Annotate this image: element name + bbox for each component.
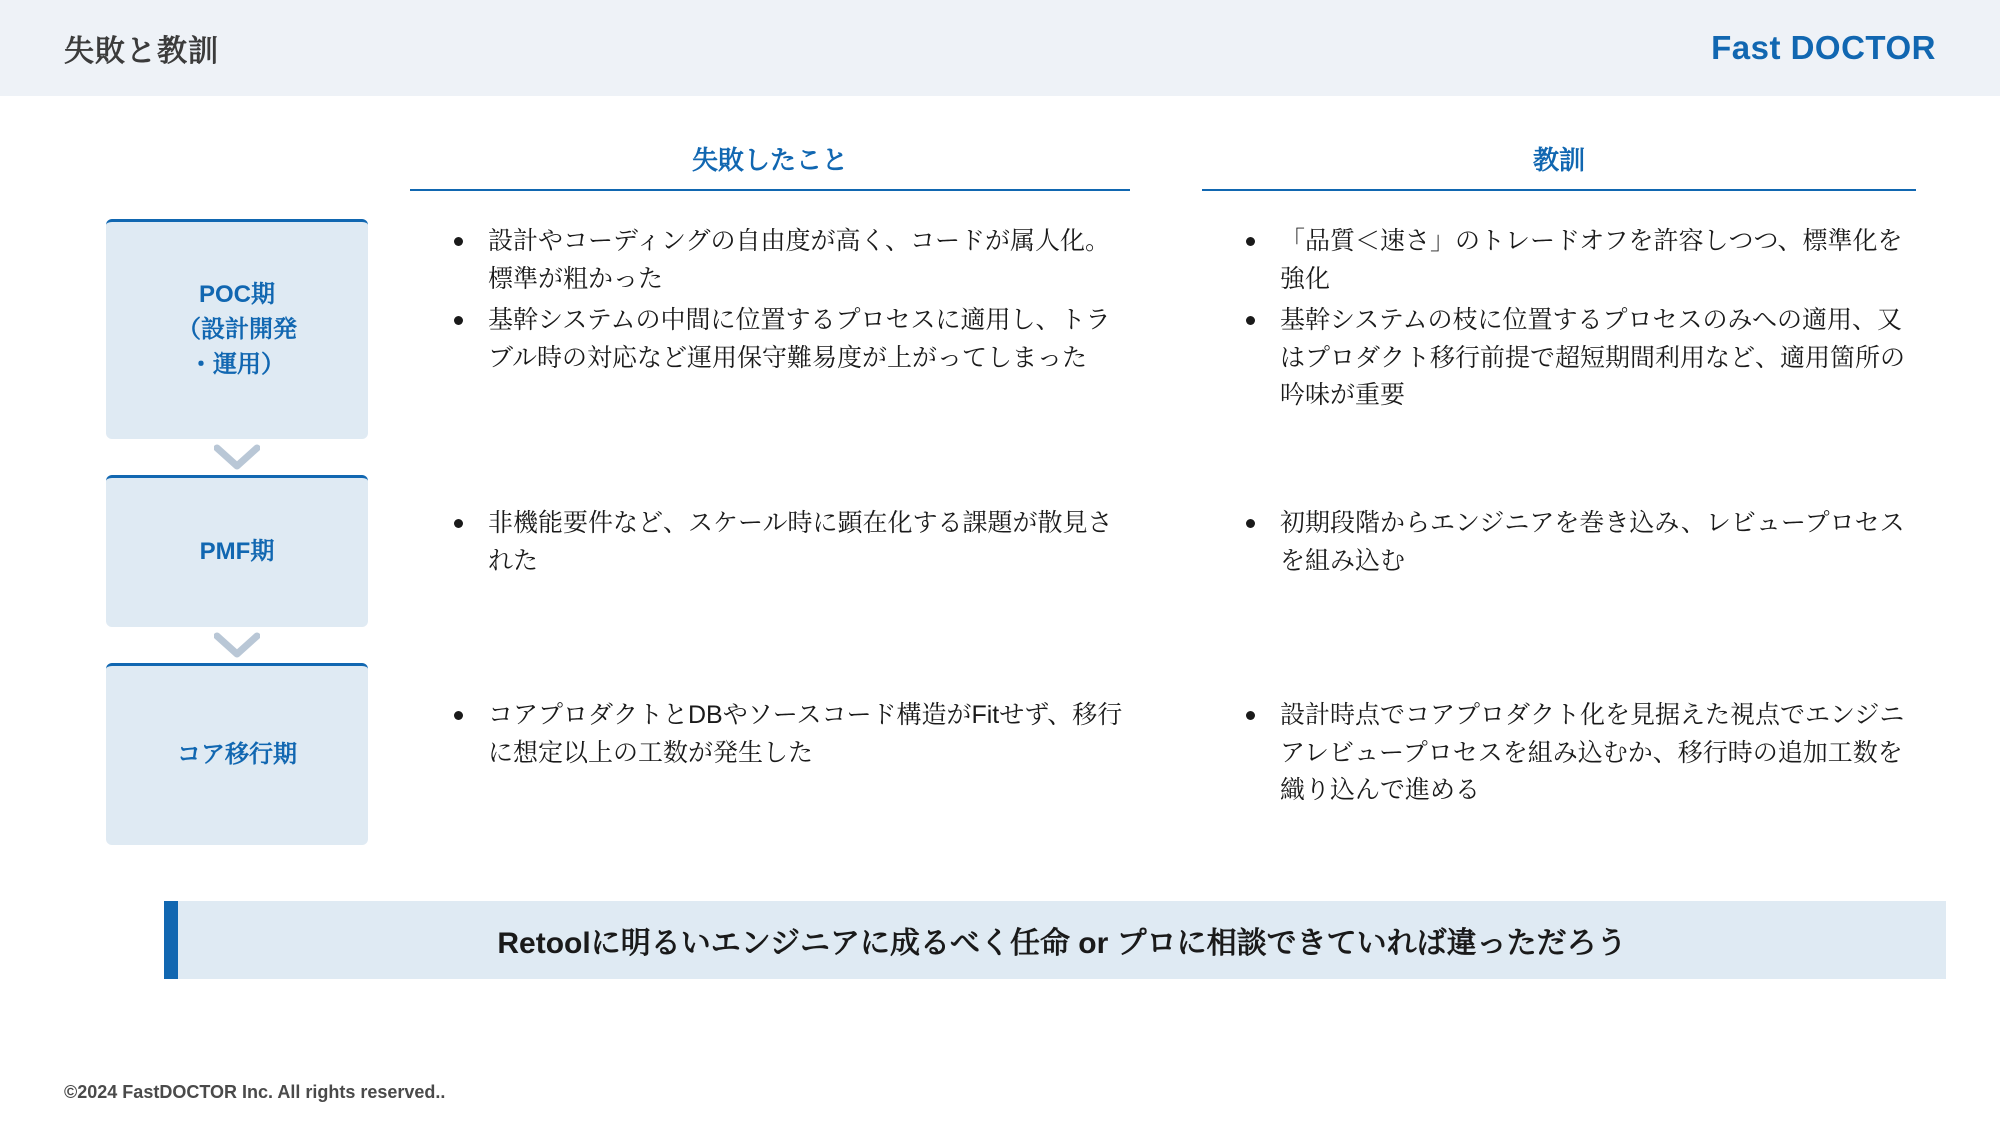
slide-content [0, 140, 2000, 979]
column-headers [410, 140, 1936, 191]
list-item: 基幹システムの中間に位置するプロセスに適用し、トラブル時の対応など運用保守難易度が上がってしまった [410, 302, 1130, 377]
slide-header [0, 0, 2000, 96]
lesson-group-core [1202, 673, 1916, 810]
phase-box-core-migration [106, 663, 368, 845]
brand-logo: Fast DOCTOR [1711, 29, 1936, 66]
failure-group-poc [410, 219, 1130, 475]
phase-column [64, 219, 410, 845]
list-item: 設計やコーディングの自由度が高く、コードが属人化。標準が粗かった [410, 223, 1130, 298]
phase-box-poc [106, 219, 368, 439]
lesson-column [1202, 219, 1916, 845]
phase-label-line: PMF期 [199, 538, 275, 566]
column-header-lesson: 教訓 [1202, 140, 1916, 191]
phase-label-line: コア移行期 [177, 741, 297, 769]
callout-text: Retoolに明るいエンジニアに成るべく任命 or プロに相談できていれば違っただろう [497, 927, 1627, 960]
list-item: 初期段階からエンジニアを巻き込み、レビュープロセスを組み込む [1202, 505, 1916, 580]
failure-group-core [410, 673, 1130, 772]
phase-box-pmf [106, 475, 368, 627]
phase-label-line: ・運用） [189, 350, 285, 378]
chevron-down-icon [106, 627, 368, 663]
list-item: 基幹システムの枝に位置するプロセスのみへの適用、又はプロダクト移行前提で超短期間利用など、適用箇所の吟味が重要 [1202, 302, 1916, 415]
list-item: 「品質＜速さ」のトレードオフを許容しつつ、標準化を強化 [1202, 223, 1916, 298]
chevron-down-icon [106, 439, 368, 475]
phase-label-line: （設計開発 [177, 316, 297, 344]
comparison-grid [64, 219, 1936, 845]
footer-copyright: ©2024 FastDOCTOR Inc. All rights reserved.. [64, 1082, 446, 1102]
list-item: 設計時点でコアプロダクト化を見据えた視点でエンジニアレビュープロセスを組み込むか、移行時の追加工数を織り込んで進める [1202, 697, 1916, 810]
lesson-group-poc [1202, 219, 1916, 475]
list-item: 非機能要件など、スケール時に顕在化する課題が散見された [410, 505, 1130, 580]
failure-column [410, 219, 1130, 845]
callout-banner [178, 901, 1946, 979]
column-header-failure: 失敗したこと [410, 140, 1130, 191]
lesson-group-pmf [1202, 475, 1916, 673]
phase-label-line: POC期 [198, 281, 275, 309]
failure-group-pmf [410, 475, 1130, 673]
list-item: コアプロダクトとDBやソースコード構造がFitせず、移行に想定以上の工数が発生した [410, 697, 1130, 772]
page-title: 失敗と教訓 [64, 35, 219, 68]
